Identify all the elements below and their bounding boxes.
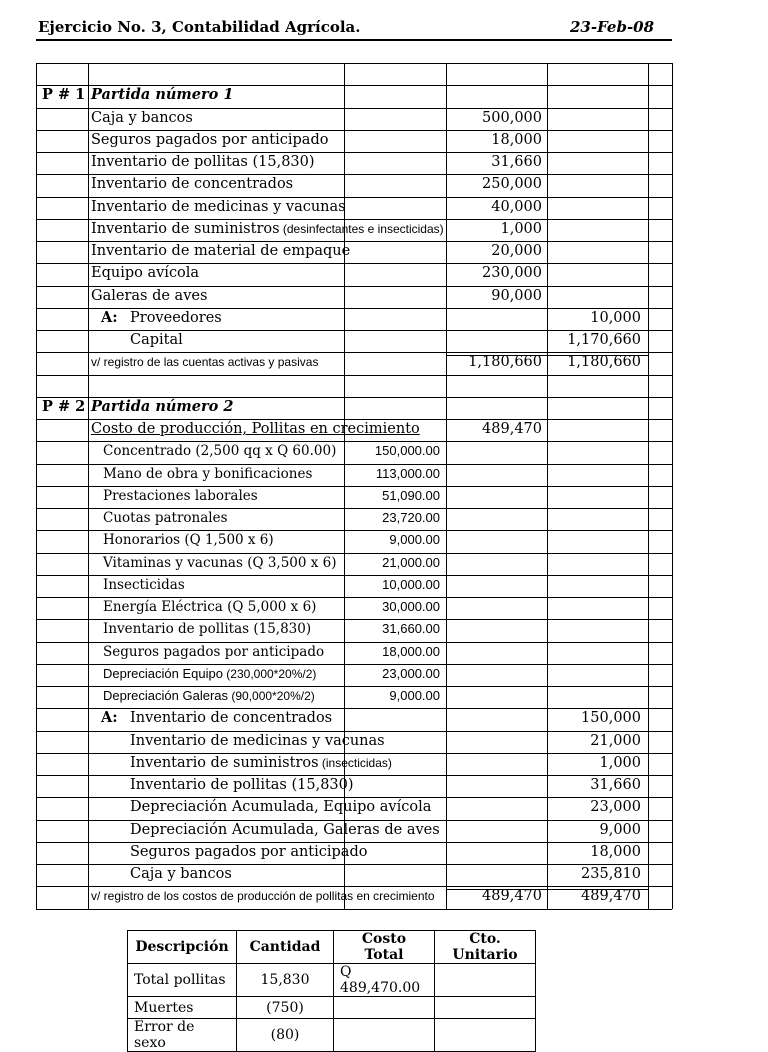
entry-title: Partida número 1 — [91, 86, 234, 104]
detail-name: Concentrado (2,500 qq x Q 60.00) — [103, 443, 337, 460]
grid-vline — [672, 63, 673, 909]
credit-amount: 10,000 — [590, 309, 641, 326]
account-name: Inventario de pollitas (15,830) — [130, 777, 354, 793]
detail-amount: 113,000.00 — [375, 465, 440, 481]
debit-amount: 500,000 — [482, 109, 542, 126]
account-name: Caja y bancos — [130, 866, 232, 882]
entry-title: Partida número 2 — [91, 397, 234, 415]
account-name: Inventario de concentrados — [130, 710, 333, 727]
account-name — [91, 218, 444, 240]
summary-header-cell: Cantidad — [237, 931, 334, 964]
account-name: Caja y bancos — [91, 109, 193, 126]
credit-amount: 9,000 — [599, 821, 641, 838]
summary-header-cell: Descripción — [128, 931, 237, 964]
grid-hline — [36, 909, 672, 910]
detail-amount: 51,090.00 — [382, 487, 440, 503]
summary-cell — [435, 964, 536, 997]
account-name: Inventario de material de empaque — [91, 243, 351, 259]
account-name-text: Inventario de suministros — [130, 754, 319, 771]
account-name: Depreciación Acumulada, Equipo avícola — [130, 799, 432, 816]
summary-row — [128, 997, 536, 1019]
account-name-text: Depreciación Galeras — [103, 688, 229, 703]
summary-cell: 15,830 — [237, 964, 334, 997]
summary-cell: Q 489,470.00 — [334, 964, 435, 997]
detail-name: Cuotas patronales — [103, 510, 228, 526]
account-name: Seguros pagados por anticipado — [130, 843, 368, 860]
debit-amount: 31,660 — [491, 154, 542, 170]
account-name: Inventario de pollitas (15,830) — [91, 154, 315, 170]
detail-name: Insecticidas — [103, 576, 185, 593]
account-name: Proveedores — [130, 309, 222, 326]
debit-amount: 230,000 — [482, 265, 542, 282]
credit-amount: 1,170,660 — [567, 332, 641, 348]
account-name: Depreciación Acumulada, Galeras de aves — [130, 821, 440, 838]
debit-amount: 90,000 — [491, 287, 542, 304]
detail-amount: 18,000.00 — [382, 643, 440, 659]
header-rule — [36, 39, 672, 41]
debit-amount: 489,470 — [482, 421, 542, 437]
detail-name: Prestaciones laborales — [103, 487, 258, 504]
debit-amount: 18,000 — [491, 131, 542, 148]
total-credit: 489,470 — [581, 888, 641, 905]
debit-amount: 20,000 — [491, 243, 542, 259]
detail-amount: 30,000.00 — [382, 599, 440, 614]
summary-cell: (80) — [237, 1019, 334, 1052]
entry-number: P # 1 — [42, 86, 86, 104]
account-name: Seguros pagados por anticipado — [91, 131, 329, 148]
account-name: Inventario de medicinas y vacunas — [91, 198, 346, 215]
summary-cell — [334, 1019, 435, 1052]
account-note: (desinfectantes e insecticidas) — [279, 221, 444, 236]
summary-cell — [435, 997, 536, 1019]
grid-hline — [36, 375, 672, 376]
account-note: (insecticidas) — [318, 755, 392, 770]
summary-cell — [435, 1019, 536, 1052]
account-name — [130, 752, 392, 774]
detail-amount: 21,000.00 — [382, 554, 440, 570]
summary-table — [127, 930, 536, 1052]
summary-cell — [334, 997, 435, 1019]
summary-cell: Error de sexo — [128, 1019, 237, 1052]
detail-amount: 150,000.00 — [374, 443, 440, 459]
detail-name: Vitaminas y vacunas (Q 3,500 x 6) — [103, 554, 337, 571]
summary-header-cell: Costo Total — [334, 931, 435, 964]
detail-name: Inventario de pollitas (15,830) — [103, 621, 312, 638]
summary-cell: Muertes — [128, 997, 237, 1019]
total-debit: 489,470 — [482, 888, 542, 905]
detail-name: Energía Eléctrica (Q 5,000 x 6) — [103, 599, 317, 615]
total-debit: 1,180,660 — [468, 354, 542, 371]
account-name: Galeras de aves — [91, 287, 208, 304]
account-note: (230,000*20%/2) — [222, 666, 317, 681]
account-name: Equipo avícola — [91, 265, 200, 282]
entry-memo: v/ registro de las cuentas activas y pasivas — [91, 355, 319, 370]
entry-memo: v/ registro de los costos de producción de pollitas en crecimiento — [91, 889, 435, 904]
account-name-text: Inventario de suministros — [91, 220, 280, 237]
account-name: Costo de producción, Pollitas en crecimiento — [91, 421, 420, 437]
credit-amount: 31,660 — [590, 777, 641, 793]
account-name — [103, 685, 315, 707]
grid-hline — [36, 63, 672, 64]
detail-amount: 31,660.00 — [382, 621, 440, 637]
summary-row — [128, 964, 536, 997]
document-date: 23-Feb-08 — [570, 18, 655, 36]
debit-amount: 1,000 — [500, 220, 542, 237]
credit-amount: 235,810 — [581, 866, 641, 882]
detail-amount: 9,000.00 — [389, 532, 440, 548]
account-note: (90,000*20%/2) — [228, 689, 315, 703]
account-name-text: Depreciación Equipo — [103, 665, 223, 681]
summary-row — [128, 1019, 536, 1052]
debit-amount: 250,000 — [482, 176, 542, 193]
credit-amount: 150,000 — [581, 710, 641, 727]
credit-amount: 23,000 — [590, 799, 641, 816]
credit-amount: 1,000 — [599, 754, 641, 771]
entry-number: P # 2 — [42, 397, 86, 415]
summary-header-cell: Cto. Unitario — [435, 931, 536, 964]
account-name — [103, 663, 316, 685]
summary-header-row — [128, 931, 536, 964]
detail-amount: 9,000.00 — [389, 688, 440, 703]
account-name: Capital — [130, 332, 183, 348]
debit-amount: 40,000 — [491, 198, 542, 215]
credit-marker: A: — [101, 308, 118, 326]
detail-name: Seguros pagados por anticipado — [103, 643, 325, 660]
credit-marker: A: — [101, 709, 118, 727]
summary-cell: Total pollitas — [128, 964, 237, 997]
summary-cell: (750) — [237, 997, 334, 1019]
document-title: Ejercicio No. 3, Contabilidad Agrícola. — [38, 18, 361, 36]
detail-amount: 23,720.00 — [382, 510, 440, 525]
detail-name: Honorarios (Q 1,500 x 6) — [103, 532, 274, 549]
credit-amount: 18,000 — [590, 843, 641, 860]
account-name: Inventario de medicinas y vacunas — [130, 732, 385, 749]
account-name: Inventario de concentrados — [91, 176, 294, 193]
detail-amount: 23,000.00 — [382, 665, 440, 681]
credit-amount: 21,000 — [590, 732, 641, 749]
detail-amount: 10,000.00 — [382, 576, 440, 592]
detail-name: Mano de obra y bonificaciones — [103, 465, 313, 482]
total-credit: 1,180,660 — [567, 354, 641, 371]
